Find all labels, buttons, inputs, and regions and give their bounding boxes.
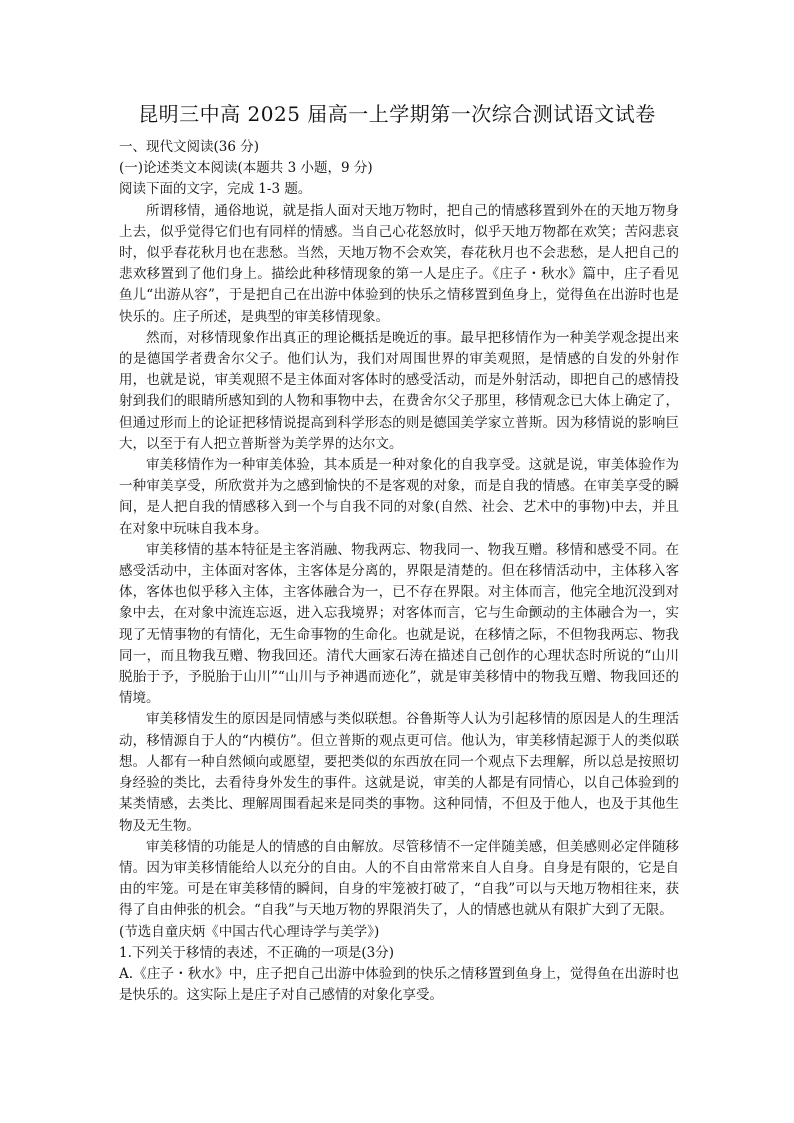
paragraph-5: 审美移情发生的原因是同情感与类似联想。谷鲁斯等人认为引起移情的原因是人的生理活动，移情源自于人的“内模仿”。但立普斯的观点更可信。他认为，审美移情起源于人的类似联想。人都有一种自然倾向或愿望，要把类似的东西放在同一个观点下去理解，所以总是按照切身经验的类比，去看待身外发生的事件。这就是说，审美的人都是有同情心，以自己体验到的某类情感，去类比、理解周围看起来是同类的事物。这种同情，不但及于他人，也及于其他生物及无生物。 xyxy=(119,711,679,834)
reading-instruction: 阅读下面的文字，完成 1-3 题。 xyxy=(119,181,312,198)
subsection-heading: (一)论述类文本阅读(本题共 3 小题，9 分) xyxy=(119,160,373,177)
source-citation: (节选自童庆炳《中国古代心理诗学与美学》) xyxy=(119,923,380,940)
paragraph-6: 审美移情的功能是人的情感的自由解放。尽管移情不一定伴随美感，但美感则必定伴随移情。因为审美移情能给人以充分的自由。人的不自由常常来自人自身。自身是有限的，它是自由的牢笼。可是在审美移情的瞬间，自身的牢笼被打破了，“自我”可以与天地万物相往来，获得了自由伸张的机会。“自我”与天地万物的界限消失了，人的情感也就从有限扩大到了无限。 xyxy=(119,838,679,919)
paragraph-3: 审美移情作为一种审美体验，其本质是一种对象化的自我享受。这就是说，审美体验作为一种审美享受，所欣赏并为之感到愉快的不是客观的对象，而是自我的情感。在审美享受的瞬间，是人把自我的情感移入到一个与自我不同的对象(自然、社会、艺术中的事物)中去，并且在对象中玩味自我本身。 xyxy=(119,457,679,537)
paragraph-1: 所谓移情，通俗地说，就是指人面对天地万物时，把自己的情感移置到外在的天地万物身上去，似乎觉得它们也有同样的情感。当自己心花怒放时，似乎天地万物都在欢笑；苦闷悲哀时，似乎春花秋月也在悲愁。当然，天地万物不会欢笑，春花秋月也不会悲愁，是人把自己的悲欢移置到了他们身上。描绘此种移情现象的第一人是庄子。《庄子・秋水》篇中，庄子看见鱼儿“出游从容”，于是把自己在出游中体验到的快乐之情移置到鱼身上，觉得鱼在出游时也是快乐的。庄子所述，是典型的审美移情现象。 xyxy=(119,202,679,325)
paragraph-2: 然而，对移情现象作出真正的理论概括是晚近的事。最早把移情作为一种美学观念提出来的是德国学者费舍尔父子。他们认为，我们对周围世界的审美观照，是情感的自发的外射作用，也就是说，审美观照不是主体面对客体时的感受活动，而是外射活动，即把自己的感情投射到我们的眼睛所感知到的人物和事物中去，在费舍尔父子那里，移情观念已大体上确定了，但通过形而上的论证把移情说提高到科学形态的则是德国美学家立普斯。因为移情说的影响巨大，以至于有人把立普斯誉为美学界的达尔文。 xyxy=(119,329,679,452)
question-1: 1.下列关于移情的表述，不正确的一项是(3分) xyxy=(119,944,395,961)
exam-title: 昆明三中高 2025 届高一上学期第一次综合测试语文试卷 xyxy=(138,102,656,126)
question-1-option-a: A.《庄子・秋水》中，庄子把自己出游中体验到的快乐之情移置到鱼身上，觉得鱼在出游时也是快乐的。这实际上是庄子对自己感情的对象化享受。 xyxy=(119,965,679,1004)
section-heading: 一、现代文阅读(36 分) xyxy=(119,139,260,155)
exam-content xyxy=(119,137,679,1006)
paragraph-4: 审美移情的基本特征是主客消融、物我两忘、物我同一、物我互赠。移情和感受不同。在感受活动中，主体面对客体，主客体是分离的，界限是清楚的。但在移情活动中，主体移入客体，客体也似乎移入主体，主客体融合为一，已不存在界限。对主体而言，他完全地沉没到对象中去，在对象中流连忘返，进入忘我境界；对客体而言，它与生命颤动的主体融合为一，实现了无情事物的有情化，无生命事物的生命化。也就是说，在移情之际，不但物我两忘、物我同一，而且物我互赠、物我回还。清代大画家石涛在描述自己创作的心理状态时所说的“山川脱胎于予，予脱胎于山川”“山川与予神遇而迹化”，就是审美移情中的物我互赠、物我回还的情境。 xyxy=(119,541,679,707)
